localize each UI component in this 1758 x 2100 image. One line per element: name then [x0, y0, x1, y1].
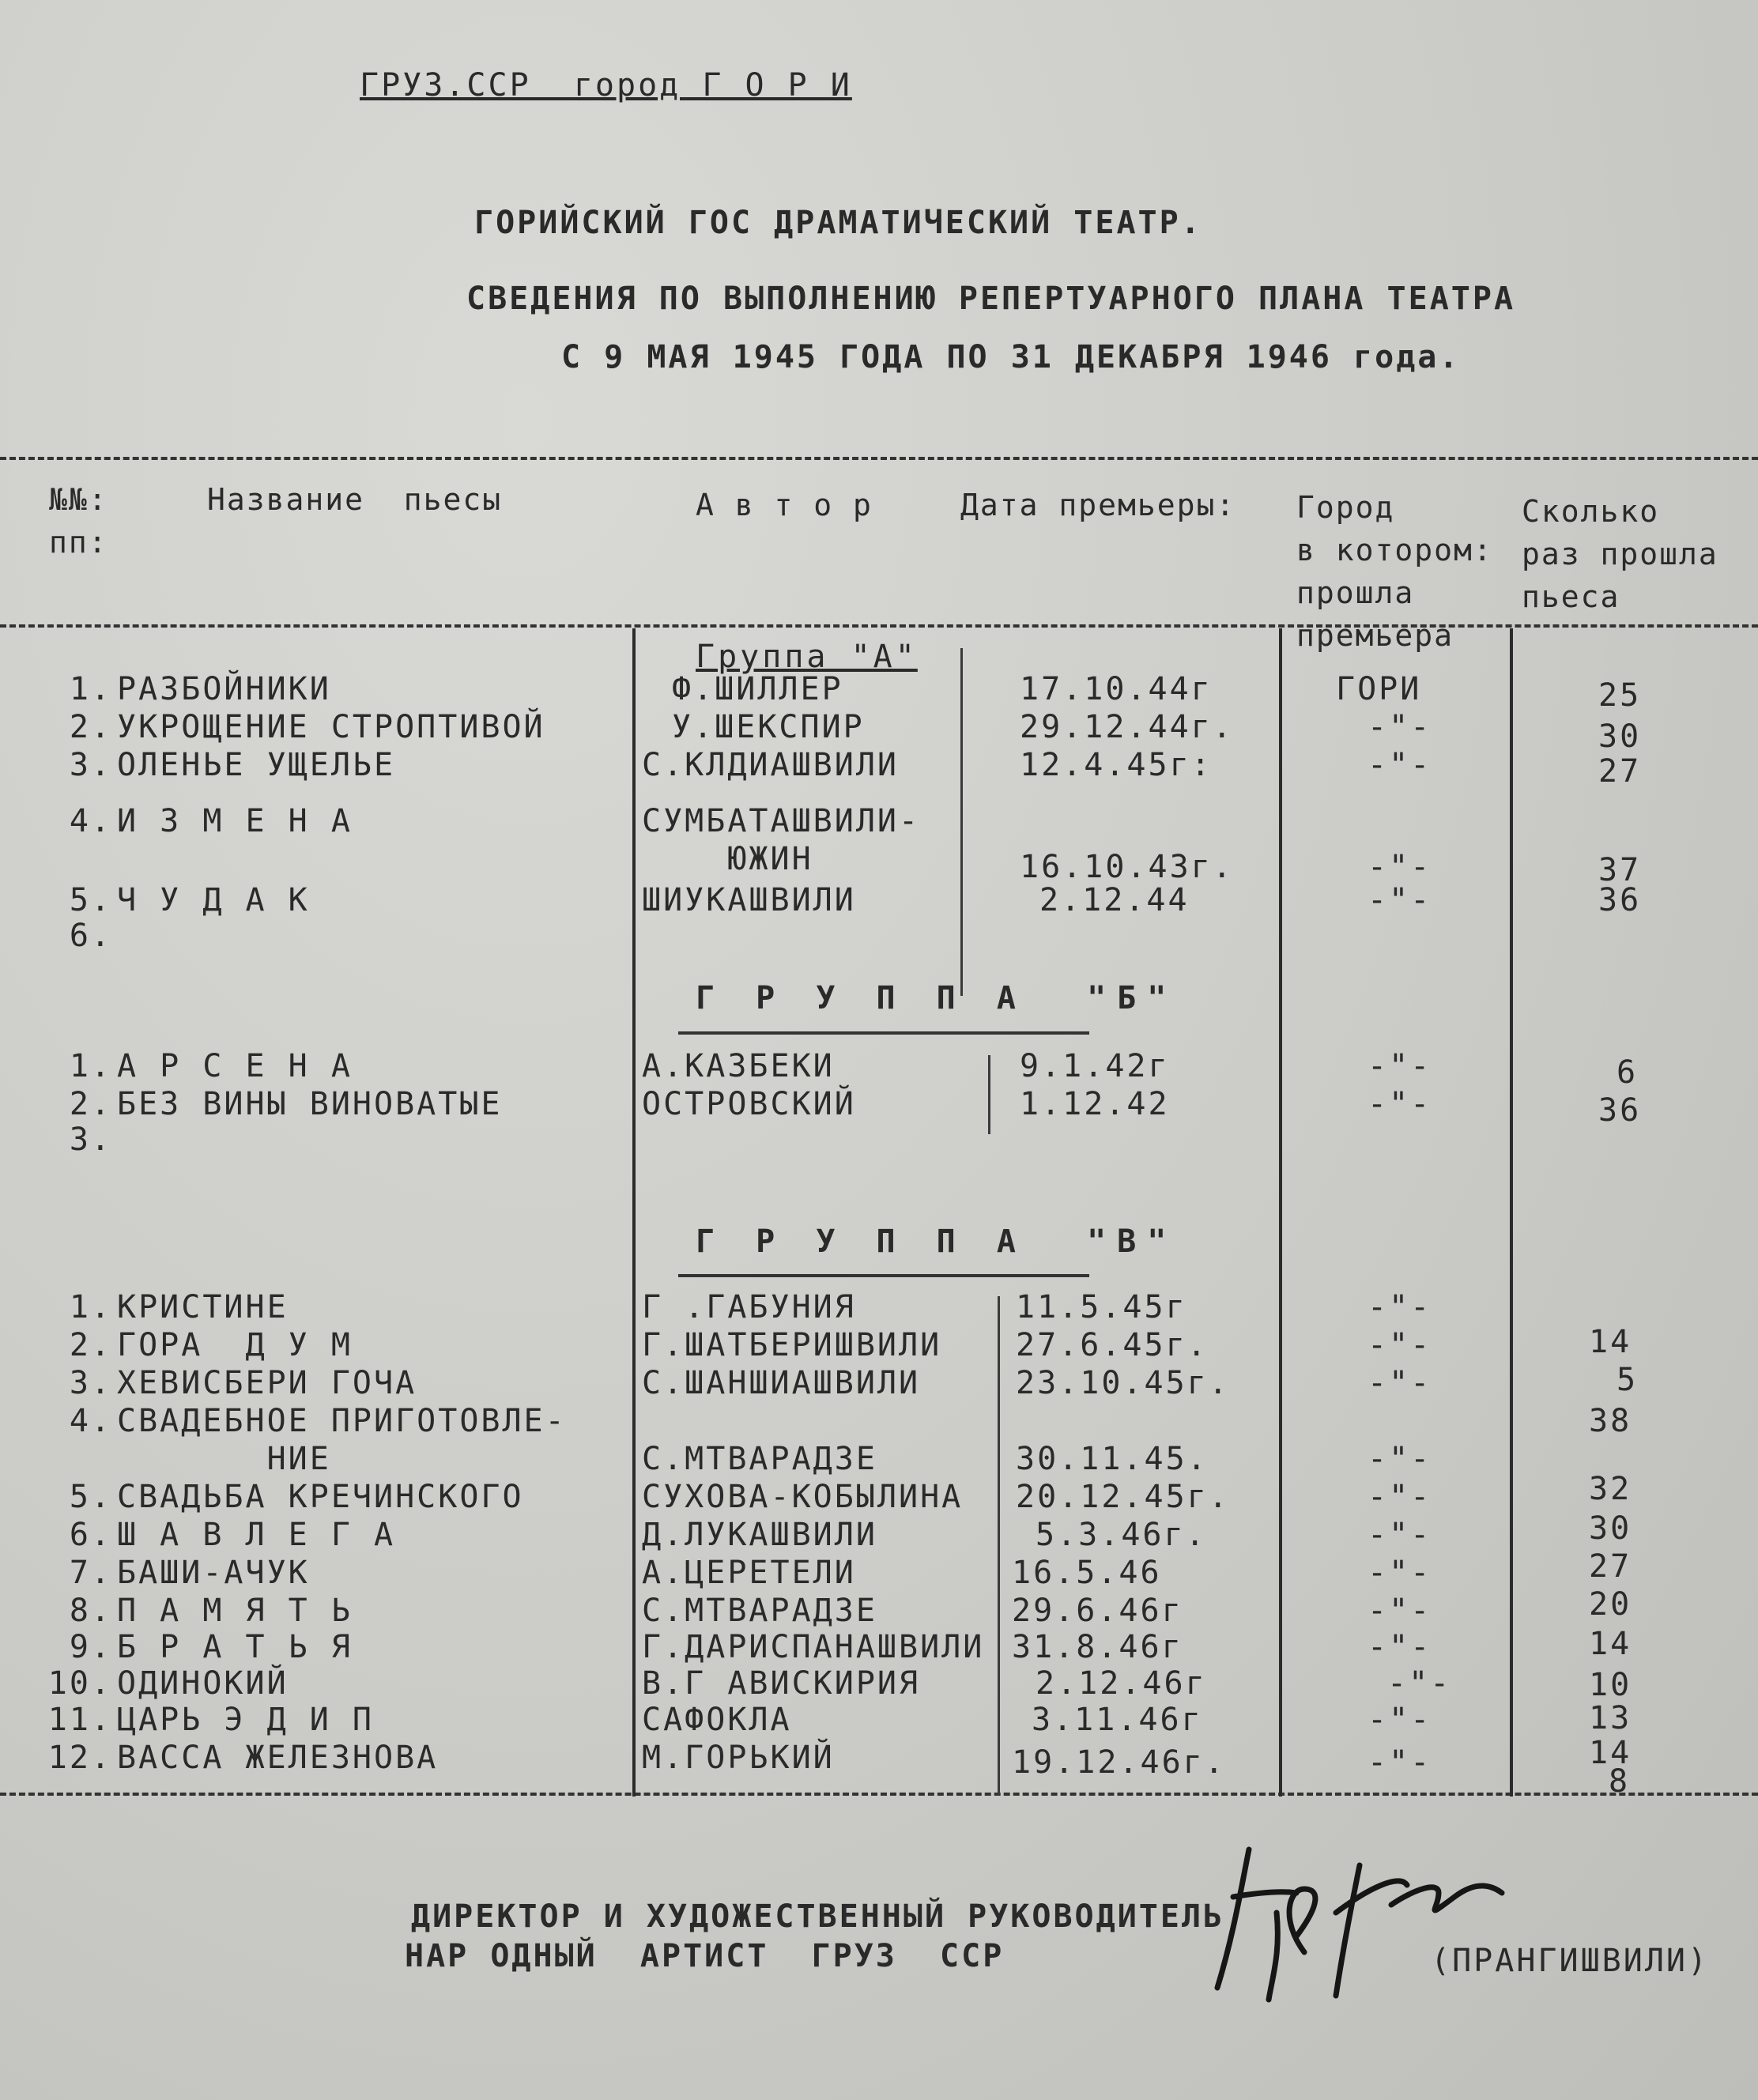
director-signature — [1202, 1818, 1534, 2008]
director-name: (ПРАНГИШВИЛИ) — [1431, 1943, 1710, 1979]
row-count: 5 — [1617, 1362, 1639, 1398]
row-num: 2. — [69, 1327, 112, 1363]
row-count: 6 — [1617, 1054, 1639, 1091]
row-count: 32 — [1589, 1471, 1632, 1507]
row-count: 27 — [1598, 753, 1642, 790]
table-row — [0, 1586, 1758, 1630]
row-author: Г.ШАТБЕРИШВИЛИ — [642, 1327, 942, 1363]
table-row — [0, 1326, 1758, 1364]
row-count: 25 — [1598, 677, 1642, 714]
table-row — [0, 1665, 1758, 1702]
table-row — [0, 708, 1758, 755]
table-top-rule — [0, 457, 1758, 460]
row-num: 6. — [69, 918, 112, 954]
row-date: 3.11.46г — [1032, 1702, 1203, 1738]
group-b-label: Г Р У П П А "Б" — [696, 980, 1178, 1016]
row-title: ОЛЕНЬЕ УЩЕЛЬЕ — [117, 747, 396, 783]
row-num: 10. — [47, 1665, 112, 1702]
row-title: ХЕВИСБЕРИ ГОЧА — [117, 1365, 417, 1401]
theatre-title: ГОРИЙСКИЙ ГОС ДРАМАТИЧЕСКИЙ ТЕАТР. — [474, 205, 1202, 241]
row-date: 17.10.44г — [1020, 671, 1213, 707]
row-author: Ф.ШИЛЛЕР — [672, 671, 843, 707]
row-num: 7. — [69, 1555, 112, 1591]
row-city: -"- — [1368, 1479, 1432, 1515]
row-count: 10 — [1589, 1667, 1632, 1703]
row-author: А.КАЗБЕКИ — [642, 1048, 835, 1084]
row-count: 13 — [1589, 1700, 1632, 1736]
row-date: 12.4.45г: — [1020, 747, 1213, 783]
row-num: 8. — [69, 1593, 112, 1629]
row-date: 5.3.46г. — [1036, 1517, 1207, 1553]
table-row — [0, 1047, 1758, 1091]
row-city: -"- — [1368, 1086, 1432, 1122]
row-date: 23.10.45г. — [1016, 1365, 1230, 1401]
row-author: Г.ДАРИСПАНАШВИЛИ — [642, 1629, 985, 1665]
col-header-num: №№: пп: — [49, 482, 108, 560]
row-count: 14 — [1589, 1735, 1632, 1771]
row-date: 1.12.42 — [1020, 1086, 1170, 1122]
row-date: 29.12.44г. — [1020, 709, 1234, 745]
row-date: 2.12.44 — [1039, 882, 1190, 918]
table-row — [0, 1085, 1758, 1129]
group-c-underline — [678, 1274, 1089, 1277]
row-count: 14 — [1589, 1626, 1632, 1662]
row-title: Б Р А Т Ь Я — [117, 1629, 353, 1665]
table-row — [0, 917, 1758, 955]
row-count: 14 — [1589, 1324, 1632, 1360]
table-row — [0, 1548, 1758, 1592]
table-row — [0, 670, 1758, 714]
row-title: Ш А В Л Е Г А — [117, 1517, 396, 1553]
table-row — [0, 1510, 1758, 1554]
row-title: БЕЗ ВИНЫ ВИНОВАТЫЕ — [117, 1086, 503, 1122]
row-title: П А М Я Т Ь — [117, 1593, 353, 1629]
row-count: 37 — [1598, 852, 1642, 888]
row-title: ОДИНОКИЙ — [117, 1665, 289, 1702]
row-title: СВАДЬБА КРЕЧИНСКОГО — [117, 1479, 524, 1515]
row-city: -"- — [1368, 709, 1432, 745]
row-author: С.МТВАРАДЗЕ — [642, 1441, 877, 1477]
row-num: 5. — [69, 882, 112, 918]
row-date: 30.11.45. — [1016, 1441, 1209, 1477]
row-count: 27 — [1589, 1548, 1632, 1585]
row-date: 27.6.45г. — [1016, 1327, 1209, 1363]
row-count: 36 — [1598, 1092, 1642, 1129]
table-row — [0, 1402, 1758, 1478]
table-row — [0, 746, 1758, 790]
row-title: Ч У Д А К — [117, 882, 310, 918]
row-title: ЦАРЬ Э Д И П — [117, 1702, 374, 1738]
row-date: 11.5.45г — [1016, 1289, 1187, 1325]
row-title: СВАДЕБНОЕ ПРИГОТОВЛЕ- НИЕ — [117, 1403, 567, 1477]
row-city: -"- — [1368, 1365, 1432, 1401]
row-city: -"- — [1368, 1327, 1432, 1363]
row-city: -"- — [1368, 747, 1432, 783]
row-title: БАШИ-АЧУК — [117, 1555, 310, 1591]
director-rank: НАР ОДНЫЙ АРТИСТ ГРУЗ ССР — [405, 1938, 1005, 1974]
row-city: -"- — [1368, 1048, 1432, 1084]
row-num: 4. — [69, 803, 112, 839]
row-city: -"- — [1368, 849, 1432, 885]
group-b-underline — [678, 1031, 1089, 1035]
table-row — [0, 1471, 1758, 1516]
row-city: -"- — [1368, 1441, 1432, 1477]
row-title: ГОРА Д У М — [117, 1327, 353, 1363]
table-row — [0, 1121, 1758, 1159]
row-author: А.ЦЕРЕТЕЛИ — [642, 1555, 856, 1591]
row-count: 38 — [1589, 1403, 1632, 1439]
row-author: С.ШАНШИАШВИЛИ — [642, 1365, 921, 1401]
row-num: 9. — [69, 1629, 112, 1665]
row-author: Г .ГАБУНИЯ — [642, 1289, 856, 1325]
group-c-label: Г Р У П П А "В" — [696, 1223, 1178, 1260]
row-count: 30 — [1589, 1510, 1632, 1547]
row-author: САФОКЛА — [642, 1702, 792, 1738]
row-title: УКРОЩЕНИЕ СТРОПТИВОЙ — [117, 709, 545, 745]
table-row — [0, 1364, 1758, 1402]
row-author: М.ГОРЬКИЙ — [642, 1740, 835, 1776]
col-header-title: Название пьесы — [207, 482, 503, 517]
row-author: С.МТВАРАДЗЕ — [642, 1593, 877, 1629]
row-count: 8 — [1609, 1763, 1631, 1800]
table-row — [0, 1701, 1758, 1739]
row-city: -"- — [1368, 1593, 1432, 1629]
row-title: И З М Е Н А — [117, 803, 353, 839]
report-period: С 9 МАЯ 1945 ГОДА ПО 31 ДЕКАБРЯ 1946 года. — [561, 339, 1461, 375]
row-title: ВАССА ЖЕЛЕЗНОВА — [117, 1740, 439, 1776]
row-date: 20.12.45г. — [1016, 1479, 1230, 1515]
row-author: ОСТРОВСКИЙ — [642, 1086, 856, 1122]
row-city: -"- — [1368, 1555, 1432, 1591]
row-city: -"- — [1368, 1289, 1432, 1325]
table-row — [0, 881, 1758, 919]
row-title: А Р С Е Н А — [117, 1048, 353, 1084]
row-title: КРИСТИНЕ — [117, 1289, 289, 1325]
row-num: 2. — [69, 709, 112, 745]
row-num: 5. — [69, 1479, 112, 1515]
group-a-label: Группа "А" — [696, 639, 918, 675]
row-author: Д.ЛУКАШВИЛИ — [642, 1517, 877, 1553]
table-row — [0, 1288, 1758, 1326]
table-header-rule — [0, 624, 1758, 628]
row-date: 2.12.46г — [1036, 1665, 1207, 1702]
row-count: 30 — [1598, 718, 1642, 755]
row-city: -"- — [1368, 1744, 1432, 1781]
row-author: СУХОВА-КОБЫЛИНА — [642, 1479, 964, 1515]
col-header-date: Дата премьеры: — [960, 488, 1236, 522]
col-header-author: А в т о р — [696, 488, 873, 522]
row-author: У.ШЕКСПИР — [672, 709, 865, 745]
table-row — [0, 802, 1758, 888]
row-num: 1. — [69, 1048, 112, 1084]
director-title: ДИРЕКТОР И ХУДОЖЕСТВЕННЫЙ РУКОВОДИТЕЛЬ — [411, 1898, 1225, 1935]
location-line: ГРУЗ.ССР город Г О Р И — [360, 67, 852, 104]
row-num: 3. — [69, 1365, 112, 1401]
row-num: 3. — [69, 747, 112, 783]
row-date: 9.1.42г — [1020, 1048, 1170, 1084]
row-num: 1. — [69, 671, 112, 707]
row-count: 20 — [1589, 1586, 1632, 1623]
row-num: 6. — [69, 1517, 112, 1553]
row-city: -"- — [1387, 1665, 1452, 1702]
col-header-count: Сколько раз прошла пьеса — [1522, 494, 1718, 614]
row-count: 36 — [1598, 882, 1642, 918]
col-header-city: Город в котором: прошла премьера — [1296, 490, 1493, 653]
row-city: -"- — [1368, 1517, 1432, 1553]
row-author: В.Г АВИСКИРИЯ — [642, 1665, 921, 1702]
row-author: ШИУКАШВИЛИ — [642, 882, 856, 918]
table-row — [0, 1763, 1758, 1800]
row-date: 19.12.46г. — [1012, 1744, 1226, 1781]
row-num: 1. — [69, 1289, 112, 1325]
row-author: С.КЛДИАШВИЛИ — [642, 747, 899, 783]
report-subject: СВЕДЕНИЯ ПО ВЫПОЛНЕНИЮ РЕПЕРТУАРНОГО ПЛАНА ТЕАТРА — [466, 281, 1516, 317]
row-city: -"- — [1368, 1702, 1432, 1738]
row-city: ГОРИ — [1336, 671, 1422, 707]
row-num: 3. — [69, 1122, 112, 1158]
row-num: 2. — [69, 1086, 112, 1122]
row-num: 11. — [47, 1702, 112, 1738]
row-city: -"- — [1368, 1629, 1432, 1665]
row-date: 16.10.43г. — [1020, 849, 1234, 885]
row-title: РАЗБОЙНИКИ — [117, 671, 331, 707]
row-date: 31.8.46г — [1012, 1629, 1183, 1665]
table-row — [0, 1628, 1758, 1666]
row-date: 29.6.46г — [1012, 1593, 1183, 1629]
row-num: 4. — [69, 1403, 112, 1439]
row-date: 16.5.46 — [1012, 1555, 1162, 1591]
row-author: СУМБАТАШВИЛИ- ЮЖИН — [642, 803, 921, 877]
row-city: -"- — [1368, 882, 1432, 918]
row-num: 12. — [47, 1740, 112, 1776]
